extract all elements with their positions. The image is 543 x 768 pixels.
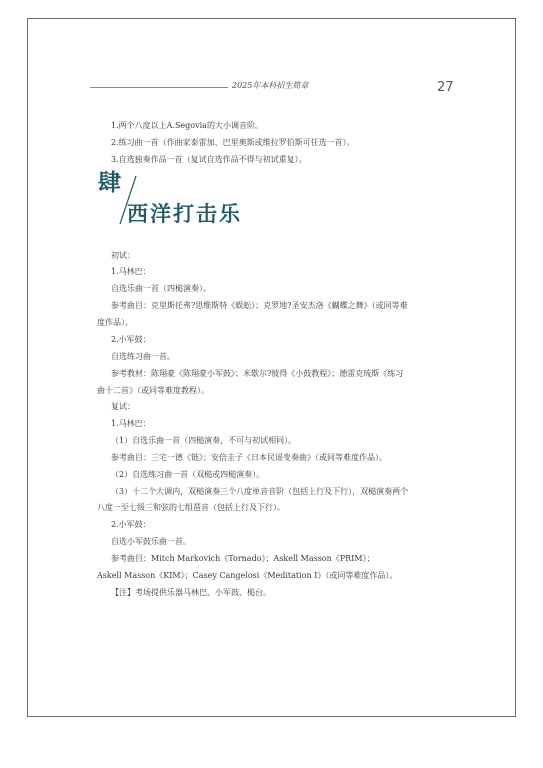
text-line: （2）自选练习曲一首（双槌或四槌演奏）。 xyxy=(111,470,265,479)
text-line: 1.马林巴： xyxy=(111,419,151,428)
text-line: 自选乐曲一首（四槌演奏）。 xyxy=(111,284,211,293)
note-line: 【注】考场提供乐器马林巴、小军鼓、槌台。 xyxy=(111,588,271,597)
requirement-line: 3.自选独奏作品一首（复试自选作品不得与初试重复）。 xyxy=(111,155,307,164)
text-line: 参考曲目：克里斯托弗?思维斯特《蜈蚣》；克罗地?圣安杰洛《蝴蝶之舞》（或同等难 xyxy=(111,301,408,310)
text-line: 参考曲目：Mitch Markovich《Tornado》；Askell Masson《PRIM》； xyxy=(111,554,375,563)
text-line: 自选小军鼓乐曲一首。 xyxy=(111,537,191,546)
text-line: 初试： xyxy=(111,251,135,260)
page-frame xyxy=(27,18,516,717)
text-line: 参考教材：陈翔豪《陈翔豪小军鼓》；米歇尔?彼得《小鼓教程》；德雷克琉斯《练习 xyxy=(111,369,404,378)
text-line: （1）自选乐曲一首（四槌演奏，不可与初试相同）。 xyxy=(111,436,297,445)
text-line: 复试： xyxy=(111,402,135,411)
text-line: 自选练习曲一首。 xyxy=(111,352,175,361)
text-line: （3）十二个大调内，双槌演奏三个八度单音音阶（包括上行及下行），双槌演奏两个 xyxy=(111,487,409,496)
text-line: 2.小军鼓： xyxy=(111,335,151,344)
section-title: 西洋打击乐 xyxy=(127,202,242,226)
page-number: 27 xyxy=(437,80,454,95)
text-line: 1.马林巴： xyxy=(111,267,151,276)
text-line: Askell Masson《KIM》；Casey Cangelosi《Meditation I》（或同等难度作品）。 xyxy=(97,571,398,580)
section-number: 肆 xyxy=(98,170,121,196)
text-line: 度作品）。 xyxy=(97,318,133,327)
text-line: 2.小军鼓： xyxy=(111,520,151,529)
requirement-line: 2.练习曲一首（作曲家泰雷加、巴里奥斯或维拉罗伯斯可任选一首）。 xyxy=(111,138,355,147)
header-rule xyxy=(90,87,228,88)
text-line: 参考曲目：三宅一德《链》；安倍圭子《日本民谣变奏曲》（或同等难度作品）。 xyxy=(111,453,387,462)
header-title: 2025年本科招生简章 xyxy=(232,81,309,90)
text-line: 曲十二首》（或同等难度教程）。 xyxy=(97,386,209,395)
requirement-line: 1.两个八度以上A.Segovia的大小调音阶。 xyxy=(111,121,263,130)
text-line: 八度一至七级三和弦的七组琶音（包括上行及下行）。 xyxy=(97,503,285,512)
